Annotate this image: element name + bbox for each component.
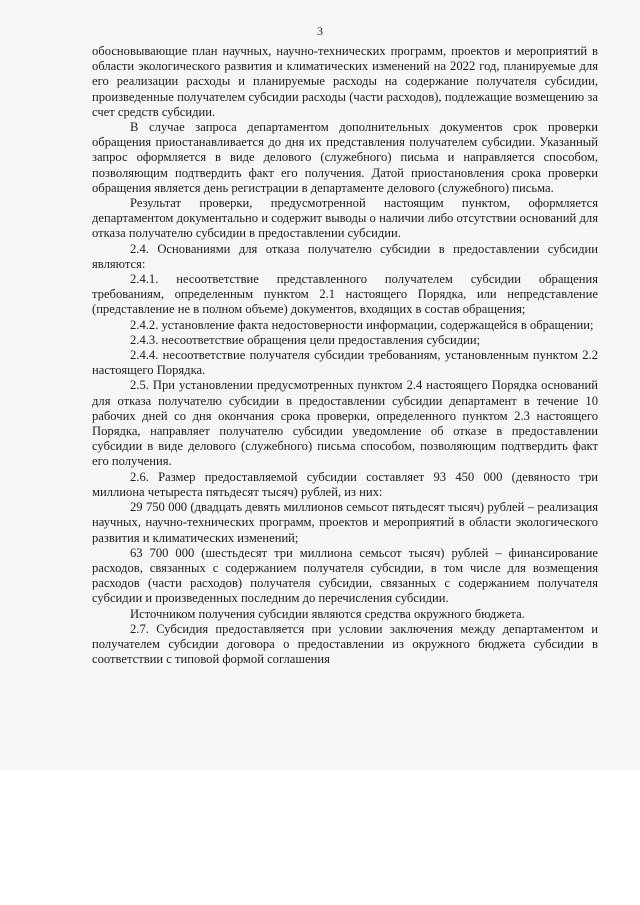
paragraph-2-7: 2.7. Субсидия предоставляется при условии заключения между департаментом и получателем субсидии договора о предоставлении из окружного бюджета субсидии в соответствии с типовой формой соглашения — [92, 621, 598, 667]
paragraph-amount-research: 29 750 000 (двадцать девять миллионов семьсот пятьдесят тысяч) рублей – реализация научных, научно-технических программ, проектов и мероприятий в области экологического развития и климатических изменений; — [92, 500, 598, 545]
paragraph-2-6: 2.6. Размер предоставляемой субсидии составляет 93 450 000 (девяносто три миллиона четыреста пятьдесят тысяч) рублей, из них: — [92, 469, 598, 499]
paragraph-2-4-3: 2.4.3. несоответствие обращения цели предоставления субсидии; — [130, 332, 481, 347]
paragraph-2-5: 2.5. При установлении предусмотренных пунктом 2.4 настоящего Порядка оснований для отказа получателю субсидии в предоставлении субсидии департамент в течение 10 рабочих дней со дня окончания срока проверки, определенного пунктом 2.3 настоящего Порядка, направляет получателю субсидии уведомление об отказе в предоставлении субсидии в виде делового (служебного) письма способом, позволяющим подтвердить факт его получения. — [92, 378, 598, 469]
paragraph-check-result: Результат проверки, предусмотренной настоящим пунктом, оформляется департаментом документально и содержит выводы о наличии либо отсутствии оснований для отказа получателю субсидии в предоставлении субсидии. — [92, 196, 598, 241]
paragraph-2-4-4: 2.4.4. несоответствие получателя субсидии требованиям, установленным пунктом 2.2 настоящего Порядка. — [92, 348, 598, 378]
paragraph-2-4-1: 2.4.1. несоответствие представленного получателем субсидии обращения требованиям, определенным пунктом 2.1 настоящего Порядка, или непредставление (представление не в полном объеме) документов, входящих в состав обращения; — [92, 272, 598, 317]
paragraph-request-suspension: В случае запроса департаментом дополнительных документов срок проверки обращения приостанавливается до дня их представления получателем субсидии. Указанный запрос оформляется в виде делового (служебного) письма и направляется способом, позволяющим подтвердить факт его получения. Датой приостановления срока проверки обращения является день регистрации в департаменте делового (служебного) письма. — [92, 120, 598, 195]
paragraph-continuation: обосновывающие план научных, научно-технических программ, проектов и мероприятий в области экологического развития и климатических изменений на 2022 год, планируемые для его реализации расходы и планируемые расходы на содержание получателя субсидии, произведенные получателем субсидии расходы (части расходов), подлежащие возмещению за счет средств субсидии. — [92, 44, 598, 119]
paragraph-funding-source: Источником получения субсидии являются средства окружного бюджета. — [130, 606, 525, 621]
paragraph-2-4-2: 2.4.2. установление факта недостоверности информации, содержащейся в обращении; — [130, 317, 594, 332]
paragraph-2-4: 2.4. Основаниями для отказа получателю субсидии в предоставлении субсидии являются: — [92, 241, 598, 271]
page-number: 3 — [317, 24, 323, 38]
paragraph-amount-maintenance: 63 700 000 (шестьдесят три миллиона семьсот тысяч) рублей – финансирование расходов, связанных с содержанием получателя субсидии, в том числе для возмещения расходов (части расходов) получателя субсидии, связанных с содержанием получателя субсидии и произведенных последним до перечисления субсидии. — [92, 545, 598, 606]
document-body — [92, 44, 598, 667]
blank-area — [0, 770, 640, 905]
